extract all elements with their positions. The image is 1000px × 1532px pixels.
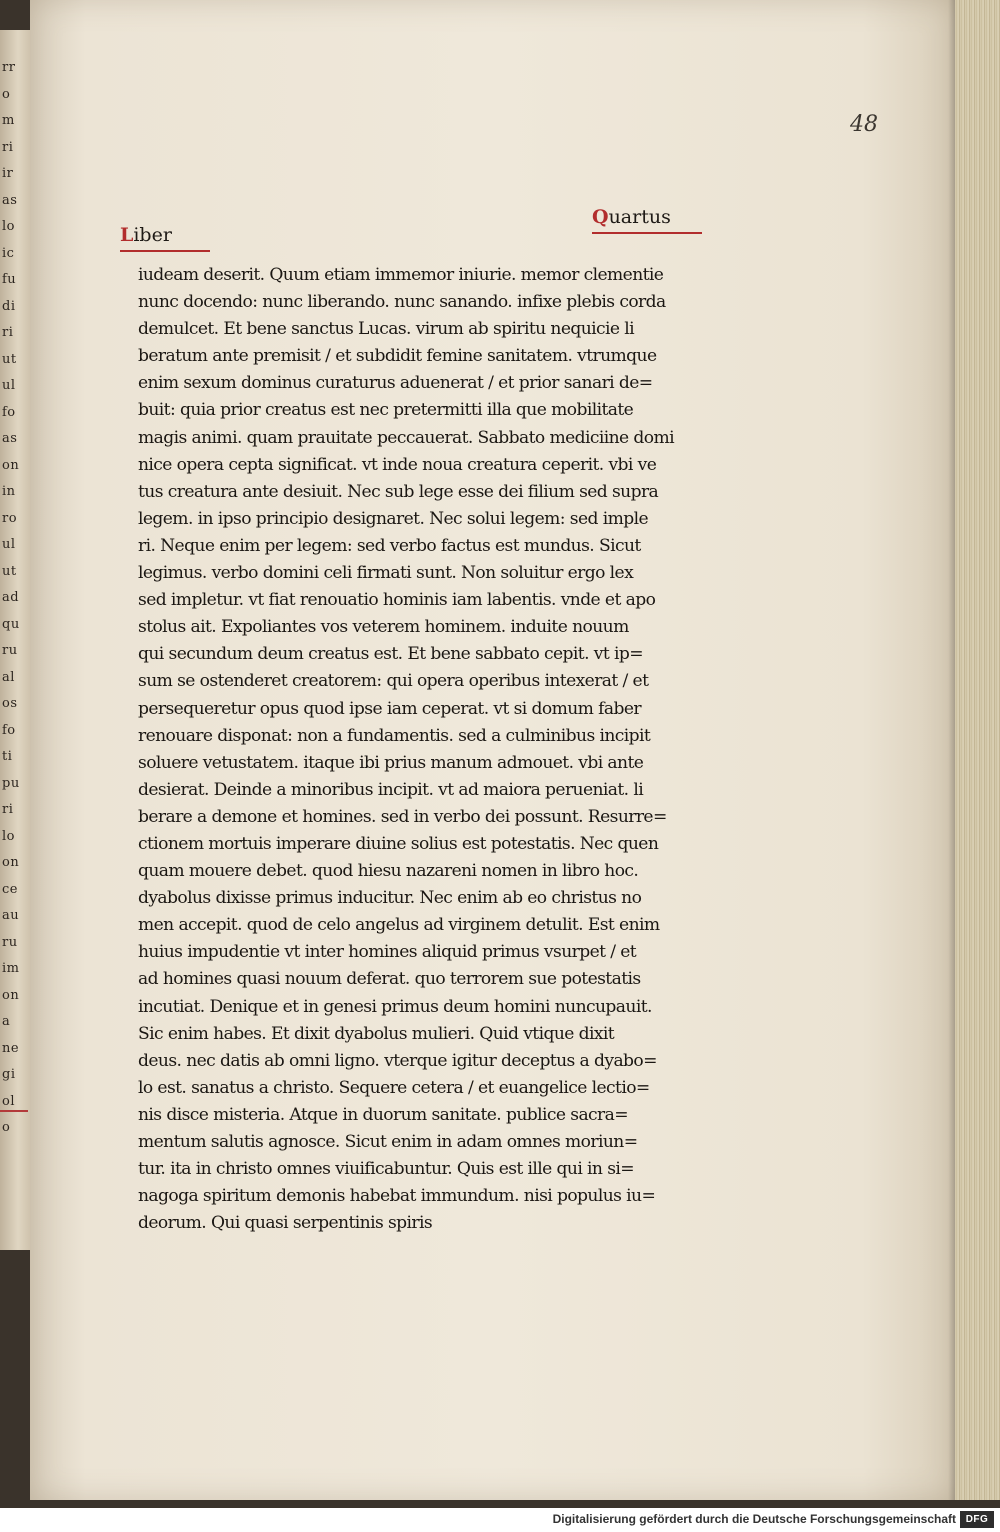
left-page-text-fragment: pu <box>2 775 20 791</box>
left-page-text-fragment: fo <box>2 722 16 738</box>
text-line: persequeretur opus quod ipse iam ceperat. vt si domum faber <box>138 698 641 719</box>
text-line: stolus ait. Expoliantes vos veterem hominem. induite nouum <box>138 617 629 638</box>
text-line: soluere vetustatem. itaque ibi prius manum admouet. vbi ante <box>138 752 644 773</box>
left-page-text-fragment: on <box>2 855 20 870</box>
left-page-text-fragment: al <box>2 669 15 685</box>
text-line: huius impudentie vt inter homines aliquid primus vsurpet / et <box>138 942 637 963</box>
left-page-text-fragment: ro <box>2 510 18 526</box>
header-right-underline <box>592 232 702 234</box>
funding-credit: Digitalisierung gefördert durch die Deutsche Forschungsgemeinschaft <box>552 1512 956 1526</box>
left-page-text-fragment: ul <box>2 378 16 393</box>
left-page-text-fragment: ru <box>2 643 18 658</box>
text-line: quam mouere debet. quod hiesu nazareni nomen in libro hoc. <box>138 861 639 882</box>
left-page-text-fragment: o <box>2 1120 11 1135</box>
text-line: beratum ante premisit / et subdidit femine sanitatem. vtrumque <box>138 346 657 367</box>
left-page-text-fragment: fo <box>2 404 16 420</box>
left-page-text-fragment: a <box>2 1014 11 1029</box>
text-line: tus creatura ante desiuit. Nec sub lege esse dei filium sed supra <box>138 481 659 502</box>
text-line: dyabolus dixisse primus inducitur. Nec enim ab eo christus no <box>138 888 642 909</box>
left-page-text-fragment: ul <box>2 537 16 552</box>
left-page-text-fragment: lo <box>2 828 15 844</box>
left-page-text-fragment: au <box>2 908 20 923</box>
main-text-block <box>138 262 710 1237</box>
left-page-text-fragment: ut <box>2 563 17 579</box>
text-line: qui secundum deum creatus est. Et bene sabbato cepit. vt ip= <box>138 644 643 665</box>
right-page <box>30 0 955 1500</box>
left-page-text-fragment: ut <box>2 351 17 367</box>
left-page-text-fragment: di <box>2 298 16 314</box>
text-line: nagoga spiritum demonis habebat immundum. nisi populus iu= <box>138 1186 656 1207</box>
text-line: legem. in ipso principio designaret. Nec solui legem: sed imple <box>138 508 648 529</box>
left-page-text-fragment: ri <box>2 139 14 155</box>
left-page-rubric-line <box>0 1110 28 1112</box>
book-block-edge <box>955 0 1000 1500</box>
text-line: sed impletur. vt fiat renouatio hominis iam labentis. vnde et apo <box>138 590 656 611</box>
text-line: legimus. verbo domini celi firmati sunt. Non soluitur ergo lex <box>138 563 634 584</box>
running-header-right <box>592 206 671 228</box>
text-line: nice opera cepta significat. vt inde noua creatura ceperit. vbi ve <box>138 454 657 475</box>
text-line: ad homines quasi nouum deferat. quo terrorem sue potestatis <box>138 969 641 990</box>
text-line: deus. nec datis ab omni ligno. vterque igitur deceptus a dyabo= <box>138 1050 657 1071</box>
credit-bar <box>0 1508 1000 1532</box>
left-facing-page <box>0 30 32 1250</box>
left-page-text-fragment: os <box>2 696 18 711</box>
text-line: ctionem mortuis imperare diuine solius est potestatis. Nec quen <box>138 833 659 854</box>
folio-number: 48 <box>850 112 878 137</box>
text-line: Sic enim habes. Et dixit dyabolus mulieri. Quid vtique dixit <box>138 1023 615 1044</box>
text-line: iudeam deserit. Quum etiam immemor iniurie. memor clementie <box>138 265 664 285</box>
header-left-text: iber <box>133 224 172 246</box>
text-line: men accepit. quod de celo angelus ad virginem detulit. Est enim <box>138 915 660 936</box>
left-page-text-fragment: qu <box>2 616 20 632</box>
left-page-text-fragment: gi <box>2 1067 16 1082</box>
left-page-text-fragment: ru <box>2 934 18 950</box>
header-right-text: uartus <box>608 206 671 228</box>
left-page-text-fragment: fu <box>2 272 17 287</box>
header-left-underline <box>120 250 210 252</box>
text-line: nis disce misteria. Atque in duorum sanitate. publice sacra= <box>138 1104 628 1125</box>
text-line: enim sexum dominus curaturus aduenerat / et prior sanari de= <box>138 373 653 394</box>
text-line: desierat. Deinde a minoribus incipit. vt ad maiora perueniat. li <box>138 779 644 800</box>
text-line: berare a demone et homines. sed in verbo dei possunt. Resurre= <box>138 806 667 827</box>
text-line: nunc docendo: nunc liberando. nunc sanando. infixe plebis corda <box>138 292 666 313</box>
left-page-text-fragment: ic <box>2 245 15 261</box>
left-page-text-fragment: ri <box>2 802 14 817</box>
left-page-text-fragment: ti <box>2 749 13 764</box>
left-page-text-fragment: im <box>2 961 20 976</box>
left-page-text-fragment: ad <box>2 590 20 605</box>
left-page-text-fragment: as <box>2 192 18 208</box>
text-line: deorum. Qui quasi serpentinis spiris <box>138 1213 433 1234</box>
left-page-text-fragment: ce <box>2 881 18 897</box>
left-page-text-fragment: lo <box>2 219 15 234</box>
left-page-text-fragment: as <box>2 431 18 446</box>
text-line: buit: quia prior creatus est nec pretermitti illa que mobilitate <box>138 400 634 421</box>
left-page-text-fragment: m <box>2 113 15 128</box>
text-line: mentum salutis agnosce. Sicut enim in adam omnes moriun= <box>138 1132 638 1152</box>
text-line: demulcet. Et bene sanctus Lucas. virum ab spiritu nequicie li <box>138 319 635 340</box>
text-line: magis animi. quam prauitate peccauerat. Sabbato mediciine domi <box>138 427 675 448</box>
left-page-text-fragment: on <box>2 987 20 1003</box>
text-line: renouare disponat: non a fundamentis. sed a culminibus incipit <box>138 725 651 746</box>
left-page-text-fragment: ir <box>2 166 14 181</box>
left-page-text-fragment: ri <box>2 325 14 340</box>
left-page-text-fragment: on <box>2 457 20 473</box>
left-page-text-fragment: rr <box>2 60 16 75</box>
text-line: lo est. sanatus a christo. Sequere cetera / et euangelice lectio= <box>138 1077 650 1098</box>
dfg-logo: DFG <box>960 1511 994 1528</box>
left-page-text-fragment: o <box>2 86 11 102</box>
header-right-rubric-initial: Q <box>592 206 609 228</box>
header-left-rubric-initial: L <box>120 224 134 246</box>
text-line: ri. Neque enim per legem: sed verbo factus est mundus. Sicut <box>138 535 641 556</box>
left-page-text-fragment: ol <box>2 1093 15 1109</box>
text-line: incutiat. Denique et in genesi primus deum homini nuncupauit. <box>138 996 652 1017</box>
left-page-text-fragment: ne <box>2 1040 20 1056</box>
left-page-text-fragment: in <box>2 484 16 499</box>
running-header-left <box>120 224 172 246</box>
text-line: sum se ostenderet creatorem: qui opera operibus intexerat / et <box>138 671 649 692</box>
text-line: tur. ita in christo omnes viuificabuntur. Quis est ille qui in si= <box>138 1159 635 1180</box>
